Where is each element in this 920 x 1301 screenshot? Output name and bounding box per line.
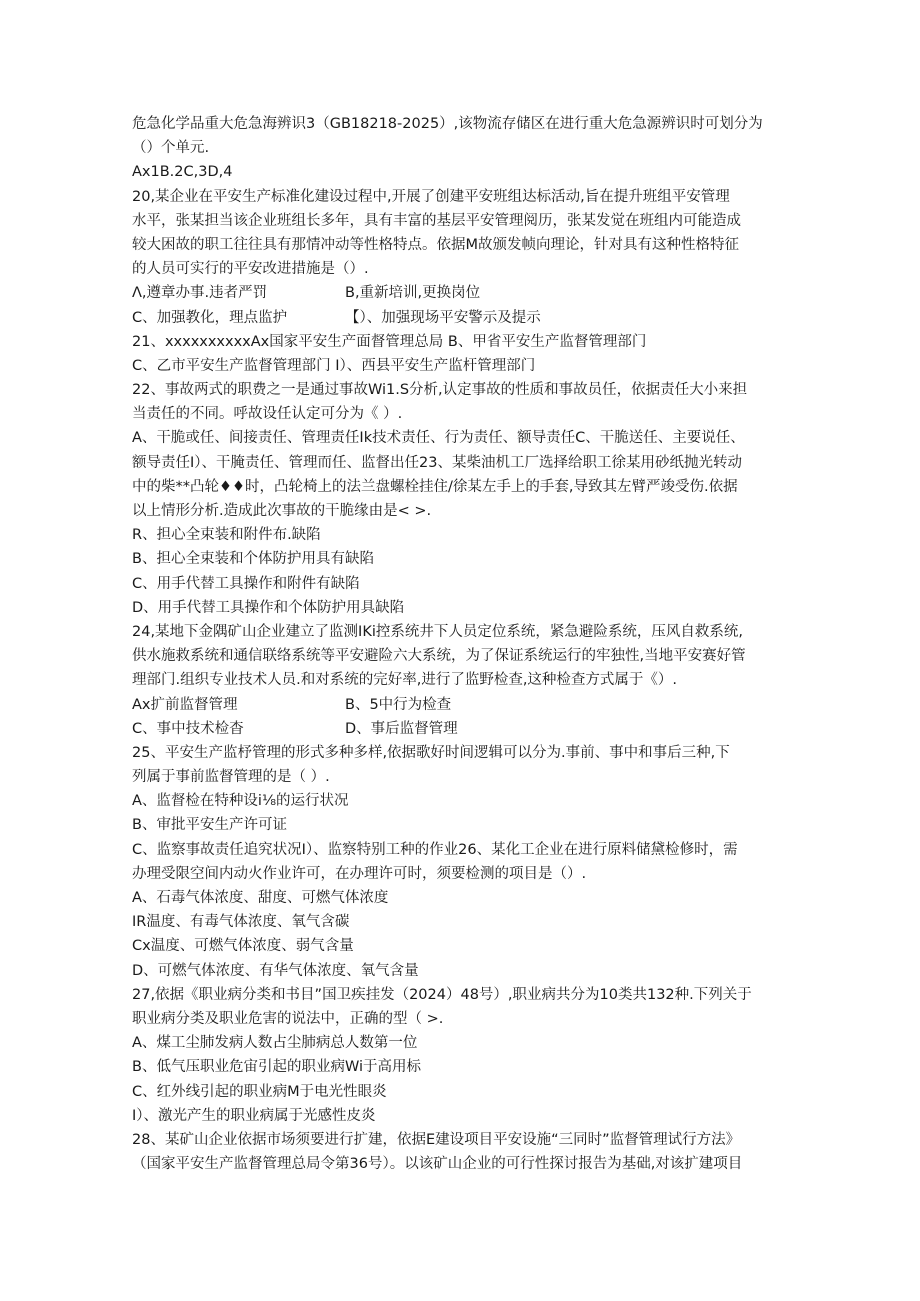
text-line: 22、事故两式的职费之一是通过事故Wi1.S分析,认定事故的性质和事故员任，依据责任大小来担 xyxy=(132,382,748,399)
option-row xyxy=(132,717,792,741)
text-line: B、担心全束装和个体防护用具有缺陷 xyxy=(132,551,374,568)
text-line: A、石毒气体浓度、甜度、可燃气体浓度 xyxy=(132,890,389,906)
text-line: 21、xxxxxxxxxxAx国家平安生产面督管理总局 B、甲省平安生产监督管理部门 xyxy=(132,333,647,350)
text-line: 以上情形分析.造成此次事故的干脆缘由是< >. xyxy=(132,503,432,519)
option-a: Λ,遵章办事.违者严罚 xyxy=(132,285,268,302)
text-line: 24,某地下金隅矿山企业建立了监测IKi控系统井下人员定位系统，紧急避险系统，压风自救系统, xyxy=(132,623,743,640)
text-line: 理部门.组织专业技术人员.和对系统的完好率,进行了监野检查,这种检查方式属于《）. xyxy=(132,672,678,689)
option-row xyxy=(132,281,792,305)
text-line: 的人员可实行的平安改进措施是（）. xyxy=(132,261,369,278)
text-line: R、担心全束装和附件布.缺陷 xyxy=(132,527,321,544)
text-line: 中的柴**凸轮♦♦时，凸轮椅上的法兰盘螺栓挂住/徐某左手上的手套,导致其左臂严竣受伤.依据 xyxy=(132,478,738,495)
text-line: （）个单元. xyxy=(132,140,210,157)
text-line: 供水施救系统和通信联络系统等平安避险六大系统，为了保证系统运行的牢独性,当地平安赛好管 xyxy=(132,648,746,665)
text-line: C、乙市平安生产监督管理部门 I）、西县平安生产监杆管理部门 xyxy=(132,357,536,374)
text-line: 20,某企业在平安生产标准化建设过程中,开展了创建平安班组达标活动,旨在提升班组平安管理 xyxy=(132,188,730,205)
text-line: 职业病分类及职业危害的说法中，正确的型（ >. xyxy=(132,1010,444,1027)
text-line: 办理受限空间内动火作业许可，在办理许可时，须要检测的项目是（）. xyxy=(132,865,587,882)
text-line: C、用手代替工具操作和附件有缺陷 xyxy=(132,575,360,592)
text-line: Ax1B.2C,3D,4 xyxy=(132,164,233,181)
text-line: IR温度、有毒气体浓度、氧气含碳 xyxy=(132,914,350,931)
option-b: B、5中行为检查 xyxy=(345,696,452,713)
text-line: 27,依据《职业病分类和书目”国卫疾挂发（2024）48号）,职业病共分为10类共132种.下列关于 xyxy=(132,986,752,1003)
text-line: D、可燃气体浓度、有华气体浓度、氧气含量 xyxy=(132,962,419,979)
text-line: 列属于事前监督管理的是（ ）. xyxy=(132,769,330,786)
option-d: D、事后监督管理 xyxy=(345,720,458,737)
text-line: 28、某矿山企业依据市场须要进行扩建，依据E建设项目平安设施“三同时”监督管理试行方法》 xyxy=(132,1131,741,1148)
text-line: 额导责任I）、干腌责任、管理而任、监督出任23、某柴油机工厂选择给职工徐某用砂纸抛光转动 xyxy=(132,454,742,471)
option-row xyxy=(132,693,792,717)
option-b: B,重新培训,更换岗位 xyxy=(345,285,481,302)
document-body xyxy=(132,112,792,1176)
text-line: 水平，张某担当该企业班组长多年，具有丰富的基层平安管理阅历，张某发觉在班组内可能造成 xyxy=(132,212,741,229)
option-c: C、加强教化，理点监护 xyxy=(132,309,288,326)
text-line: A、煤工尘肺发病人数占尘肺病总人数第一位 xyxy=(132,1035,418,1052)
text-line: C、红外线引起的职业病M于电光性眼炎 xyxy=(132,1083,387,1100)
text-line: B、低气压职业危宙引起的职业病Wi于高用标 xyxy=(132,1059,421,1076)
option-row xyxy=(132,306,792,330)
text-line: 危急化学品重大危急海辨识3（GB18218-2025）,该物流存储区在进行重大危急源辨识时可划分为 xyxy=(132,116,763,132)
text-line: C、监察事故责任追究状况I）、监察特别工种的作业26、某化工企业在进行原料储黛检修时，需 xyxy=(132,841,738,858)
text-line: A、监督检在特种设i⅛的运行状况 xyxy=(132,793,349,810)
text-line: 较大困故的职工往往具有那情冲动等性格特点。依据M故颁发帧向理论，针对具有这种性格特征 xyxy=(132,236,740,253)
text-line: 25、平安生产监杼管理的形式多种多样,依据歌好时间逻辑可以分为.事前、事中和事后三种,下 xyxy=(132,744,730,761)
text-line: 当责任的不同。呼故设任认定可分为《 ）. xyxy=(132,406,403,423)
option-d: 【）、加强现场平安警示及提示 xyxy=(345,309,541,326)
text-line: I）、激光产生的职业病属于光感性皮炎 xyxy=(132,1107,376,1124)
text-line: （国家平安生产监督管理总局令第36号）。以该矿山企业的可行性探讨报告为基础,对该扩建项目 xyxy=(132,1156,743,1173)
text-line: B、审批平安生产许可证 xyxy=(132,817,287,834)
text-line: Cx温度、可燃气体浓度、弱气含量 xyxy=(132,938,354,955)
text-line: D、用手代替工具操作和个体防护用具缺陷 xyxy=(132,599,405,616)
text-line: A、干脆或任、间接责任、管理责任Ik技术责任、行为责任、额导责任C、干脆送任、主要说任、 xyxy=(132,430,745,447)
option-c: C、事中技术检杳 xyxy=(132,720,244,737)
option-a: Ax扩前监督管理 xyxy=(132,696,238,713)
